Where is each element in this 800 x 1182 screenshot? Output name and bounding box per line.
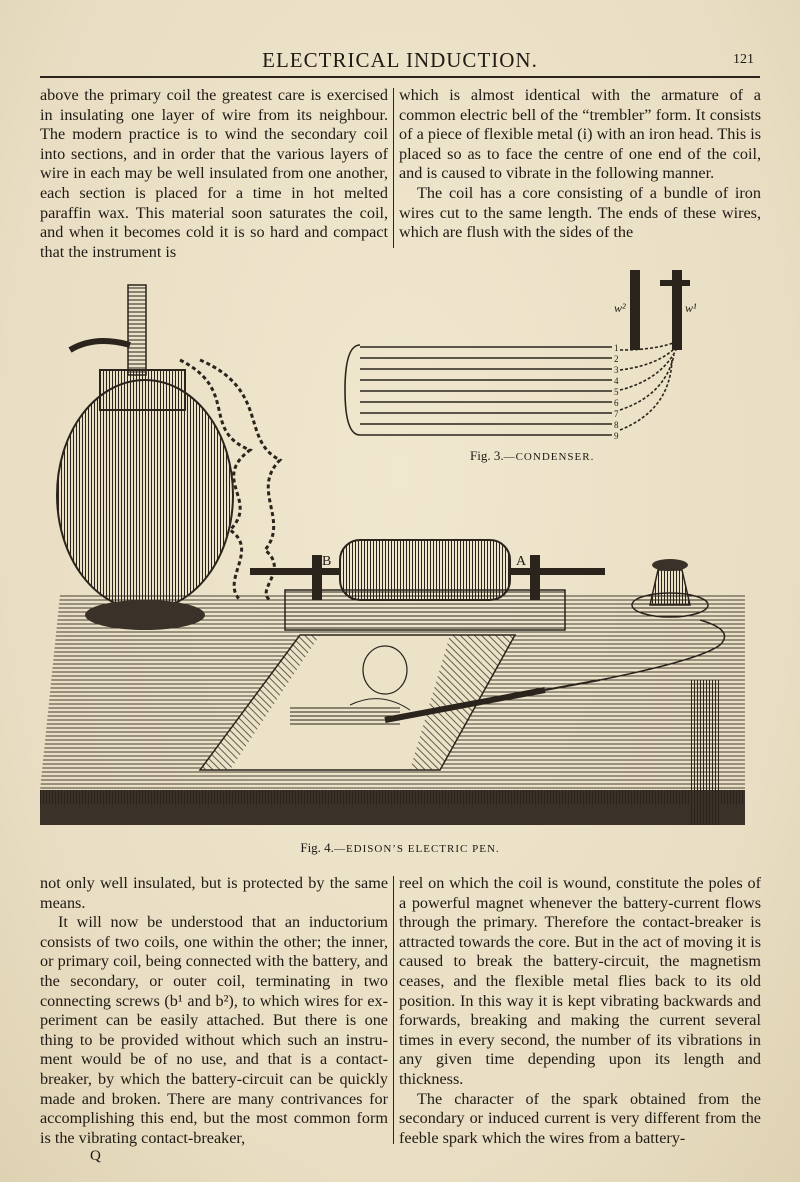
condenser-label-w1: w¹ xyxy=(685,301,697,315)
bottom-right-column xyxy=(399,874,761,1148)
figure4-caption-text: —EDISON’S ELECTRIC PEN. xyxy=(333,843,500,855)
top-right-column xyxy=(399,86,761,243)
plate-number: 9 xyxy=(614,431,619,441)
condenser-diagram xyxy=(345,270,697,441)
signature-mark: Q xyxy=(90,1148,101,1164)
plate-number: 1 xyxy=(614,343,619,353)
column-divider xyxy=(393,876,394,1144)
figure3-caption-text: —CONDENSER. xyxy=(503,451,595,463)
illustration xyxy=(0,250,800,840)
paragraph: It will now be understood that an inductorium consists of two coils, one within the other; the inner, or primary coil, being connected with the battery, and the secondary, or outer coil, terminating in two connecting screws (b¹ and b²), to which wires for experiment can be easily attached. But there is one thing to be provided without which such an instrument would be of no use, and that is a contact-breaker, by which the battery-circuit can be quickly made and broken. There are many contrivances for accomplishing this end, but the most common form is the vibrating contact-breaker, xyxy=(40,913,388,1147)
paragraph: not only well insulated, but is protected by the same means. xyxy=(40,874,388,912)
figure4-caption xyxy=(0,840,800,856)
plate-number: 3 xyxy=(614,365,619,375)
battery-bottle xyxy=(57,285,233,630)
coil-label-b: B xyxy=(322,554,332,569)
running-header xyxy=(40,48,760,78)
paragraph: The coil has a core consisting of a bundle of iron wires cut to the same length. The ends of these wires, which are flush with the sides of the xyxy=(399,183,761,242)
coil-label-a: A xyxy=(516,554,527,569)
plate-number: 6 xyxy=(614,398,619,408)
induction-coil xyxy=(250,540,605,630)
paragraph: which is almost identical with the armature of a common electric bell of the “trembler” form. It consists of a piece of flexible metal (i) with an iron head. This is placed so as to face the centre of one end of the coil, and is caused to vibrate in the following manner. xyxy=(399,86,761,183)
bottom-left-column xyxy=(40,874,388,1148)
figure4-caption-prefix: Fig. 4. xyxy=(300,840,334,855)
plate-number: 4 xyxy=(614,376,619,386)
paragraph: The character of the spark obtained from the secondary or induced current is very different from the feeble spark which the wires from a battery- xyxy=(399,1089,761,1147)
figure3-caption xyxy=(470,448,594,464)
page-number: 121 xyxy=(733,52,754,67)
condenser-label-w2: w² xyxy=(614,301,626,315)
contact-cup xyxy=(632,559,708,617)
figure3-caption-prefix: Fig. 3. xyxy=(470,448,504,463)
paragraph: above the primary coil the greatest care is exercised in insulating one layer of wire from its neighbour. The modern practice is to wind the secondary coil into sections, and in order that the various layers of wire in each may be well insulated from one another, each section is placed for a time in hot melted paraffin wax. This material soon saturates the coil, and when it becomes cold it is so hard and compact that the instrument is xyxy=(40,86,388,261)
running-title: ELECTRICAL INDUCTION. xyxy=(262,48,538,72)
paragraph: reel on which the coil is wound, constitute the poles of a powerful magnet whenever the battery-current flows through the primary. Therefore the contact-breaker is attracted towards the core. But in the act of moving it is caused to break the battery-circuit, the magnetism ceases, and the flexible metal flies back to its old position. In this way it is kept vibrating backwards and forwards, breaking and making the current several times in every second, the number of its vibrations in any given time depending upon its length and thickness. xyxy=(399,874,761,1088)
column-divider xyxy=(393,88,394,248)
header-rule xyxy=(40,76,760,78)
plate-number: 5 xyxy=(614,387,619,397)
top-left-column xyxy=(40,86,388,262)
plate-number: 2 xyxy=(614,354,619,364)
plate-number: 8 xyxy=(614,420,619,430)
plate-number: 7 xyxy=(614,409,619,419)
